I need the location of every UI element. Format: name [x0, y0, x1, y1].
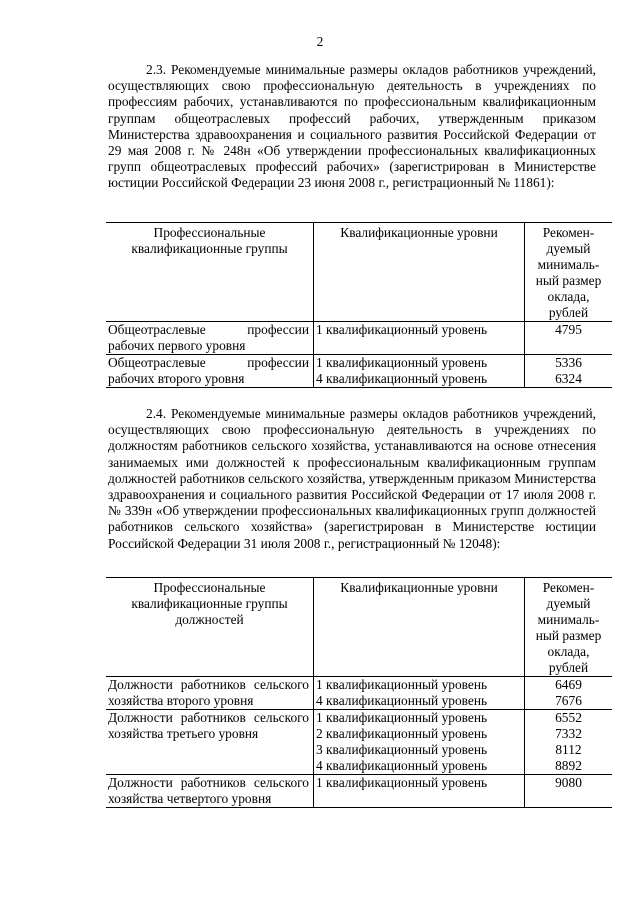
salary-value: 6552 [555, 710, 582, 725]
table-row [106, 710, 612, 775]
level-text: 1 квалификационный уровень [316, 322, 488, 337]
salary-value: 7332 [555, 726, 582, 741]
group-name: Должности работников сельского хозяйства третьего уровня [106, 710, 314, 775]
salary-cell [525, 355, 613, 388]
level-text: 1 квалификационный уровень [316, 710, 488, 725]
header-salary: Рекомен-дуемый минималь-ный размер оклада, рублей [525, 223, 613, 322]
header-group: Профессиональные квалификационные группы должностей [106, 578, 314, 677]
table-row [106, 355, 612, 388]
table-row [106, 775, 612, 808]
level-text: 4 квалификационный уровень [316, 371, 488, 386]
salary-value: 9080 [555, 775, 582, 790]
section-2-4-paragraph: 2.4. Рекомендуемые минимальные размеры окладов работников учреждений, осуществляющих свою профессиональную деятельность в учреждениях по должностям работников сельского хозяйства, устанавливаются на основе отнесения занимаемых ими должностей к профессиональным квалификационным группам должностей работников сельского хозяйства, утвержденным приказом Министерства здравоохранения и социального развития Российской Федерации от 17 июля 2008 г. № 339н «Об утверждении профессиональных квалификационных групп должностей работников сельского хозяйства» (зарегистрирован в Министерстве юстиции Российской Федерации 31 июля 2008 г., регистрационный № 12048): [108, 406, 596, 551]
level-text: 1 квалификационный уровень [316, 355, 488, 370]
table-row [106, 322, 612, 355]
page-number: 2 [316, 34, 324, 49]
section-2-3-paragraph: 2.3. Рекомендуемые минимальные размеры окладов работников учреждений, осуществляющих свою профессиональную деятельность в учреждениях по профессиям рабочих, устанавливаются по профессиональным квалификационным группам общеотраслевых профессий рабочих, утвержденным приказом Министерства здравоохранения и социального развития Российской Федерации от 29 мая 2008 г. № 248н «Об утверждении профессиональных квалификационных групп общеотраслевых профессий рабочих» (зарегистрирован в Министерстве юстиции Российской Федерации 23 июня 2008 г., регистрационный № 11861): [108, 62, 596, 191]
header-level: Квалификационные уровни [314, 578, 525, 677]
salary-cell [525, 710, 613, 775]
table-agriculture-positions [106, 577, 612, 808]
level-cell [314, 322, 525, 355]
level-text: 2 квалификационный уровень [316, 726, 488, 741]
header-level: Квалификационные уровни [314, 223, 525, 322]
level-text: 1 квалификационный уровень [316, 677, 488, 692]
salary-value: 5336 [555, 355, 582, 370]
level-cell [314, 775, 525, 808]
level-text: 4 квалификационный уровень [316, 693, 488, 708]
level-cell [314, 355, 525, 388]
salary-value: 8112 [555, 742, 582, 757]
level-text: 1 квалификационный уровень [316, 775, 488, 790]
salary-value: 6324 [555, 371, 582, 386]
group-name: Должности работников сельского хозяйства четвертого уровня [106, 775, 314, 808]
salary-value: 4795 [555, 322, 582, 337]
salary-cell [525, 775, 613, 808]
level-cell [314, 710, 525, 775]
level-text: 4 квалификационный уровень [316, 758, 488, 773]
table-worker-professions [106, 222, 612, 388]
header-salary: Рекомен-дуемый минималь-ный размер оклада, рублей [525, 578, 613, 677]
table-header-row [106, 223, 612, 322]
header-group: Профессиональные квалификационные группы [106, 223, 314, 322]
level-cell [314, 677, 525, 710]
table-header-row [106, 578, 612, 677]
salary-value: 8892 [555, 758, 582, 773]
group-name: Должности работников сельского хозяйства второго уровня [106, 677, 314, 710]
salary-value: 6469 [555, 677, 582, 692]
table-row [106, 677, 612, 710]
level-text: 3 квалификационный уровень [316, 742, 488, 757]
salary-value: 7676 [555, 693, 582, 708]
group-name: Общеотраслевые профессии рабочих второго уровня [106, 355, 314, 388]
salary-cell [525, 677, 613, 710]
group-name: Общеотраслевые профессии рабочих первого уровня [106, 322, 314, 355]
salary-cell [525, 322, 613, 355]
